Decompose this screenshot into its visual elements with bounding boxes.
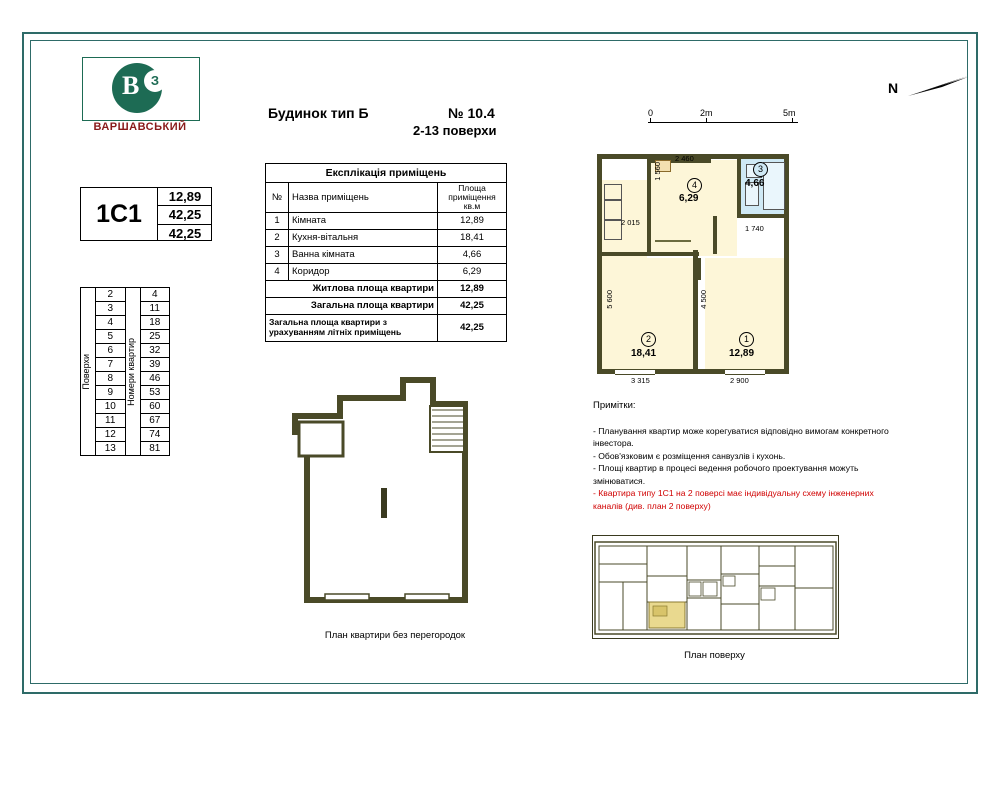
room-area: 18,41 [438,229,507,246]
wall-left [597,154,602,374]
summary-label: Житлова площа квартири [266,280,438,297]
window-1 [615,369,655,375]
room-marker-1: 1 [739,332,754,347]
table-row [266,229,507,246]
dim-bottom-left: 3 315 [631,376,650,385]
house-type-title: Будинок тип Б [268,105,369,121]
room-name: Кімната [289,212,438,229]
summary-row [266,280,507,297]
window-2 [725,369,765,375]
total-area-value: 42,25 [158,205,212,223]
scale-bar [648,108,808,130]
logo-name: ВАРШАВСЬКИЙ [93,121,187,133]
room-name: Кухня-вітальня [289,229,438,246]
scale-label-mid: 2m [700,108,713,118]
logo-letter: В [122,71,140,100]
floor-number: 8 [96,372,126,386]
floor-number: 5 [96,330,126,344]
wall-kitchen-right [647,159,651,254]
floor-number: 9 [96,386,126,400]
logo [82,57,198,135]
note-item: - Планування квартир може корегуватися відповідно вимогам конкретного інвестора. [593,426,889,449]
table-row [266,212,507,229]
apartment-number: 39 [140,358,170,372]
apartment-number: 53 [140,386,170,400]
room-area-1: 12,89 [729,348,755,359]
dim-top-small: 1 560 [653,162,662,181]
col-header-num: № [266,183,289,213]
apartment-number: 46 [140,372,170,386]
apartment-areas [157,188,212,240]
floor-plan [592,535,839,639]
floor-number: 12 [96,428,126,442]
apartment-number: 25 [140,330,170,344]
room-area-2: 18,41 [631,348,657,359]
apartments-col-header: Номери квартир [125,288,140,456]
floors-col-header: Поверхи [81,288,96,456]
dim-top-inner: 2 460 [675,154,694,163]
room-area-4: 6,29 [679,193,699,204]
room-area: 4,66 [438,246,507,263]
floor-number: 3 [96,302,126,316]
col-header-area: Площа приміщення кв.м [438,183,507,213]
col-header-name: Назва приміщень [289,183,438,213]
note-highlight: - Квартира типу 1С1 на 2 поверсі має індивідуальну схему інженерних каналів (див. план 2 поверху) [593,488,874,511]
room-num: 2 [266,229,289,246]
living-area-value: 12,89 [168,189,202,204]
room-name: Ванна кімната [289,246,438,263]
room-marker-3: 3 [753,162,768,177]
compass [880,68,975,108]
plan-without-partitions [285,370,500,615]
room-area: 6,29 [438,263,507,280]
house-number: № 10.4 [448,105,495,121]
wall-corridor-bottom [651,252,699,256]
wall-bath-bottom [737,214,789,218]
dim-bath-width: 1 740 [745,224,764,233]
table-row [266,263,507,280]
summary-row [266,314,507,341]
caption-plan-without-partitions: План квартири без перегородок [324,630,466,641]
note-item: - Обов'язковим є розміщення санвузлів і кухонь. [593,450,786,461]
apartment-code: 1С1 [96,199,142,228]
apartment-number: 18 [140,316,170,330]
summary-value: 42,25 [438,297,507,314]
notes-list [593,425,893,512]
compass-north-label: N [888,80,899,96]
dim-left-vertical: 5 600 [605,290,614,309]
summary-label: Загальна площа квартири з урахуванням літніх приміщень [266,314,438,341]
summary-row [266,297,507,314]
wall-kitchen-bottom [602,252,652,256]
room-name: Коридор [289,263,438,280]
apartment-number: 11 [140,302,170,316]
notes-title: Примітки: [593,400,636,411]
floor-number: 2 [96,288,126,302]
dim-mid-vertical: 4 500 [699,290,708,309]
summary-value: 42,25 [438,314,507,341]
dim-corridor-width: 2 015 [621,218,640,227]
floors-range: 2-13 поверхи [413,123,497,138]
table-row [266,246,507,263]
room-num: 1 [266,212,289,229]
summary-value: 12,89 [438,280,507,297]
floor-number: 7 [96,358,126,372]
scale-line [648,122,798,123]
floor-number: 6 [96,344,126,358]
apartment-number: 32 [140,344,170,358]
total-area-summer-value: 42,25 [158,224,212,242]
room-num: 4 [266,263,289,280]
caption-floor-plan: План поверху [684,650,745,661]
room-area: 12,89 [438,212,507,229]
summary-label: Загальна площа квартири [266,297,438,314]
dim-bottom-right: 2 900 [730,376,749,385]
apartment-number: 81 [140,442,170,456]
wall-corridor-right [713,216,717,254]
room-marker-4: 4 [687,178,702,193]
floor-number: 11 [96,414,126,428]
floor-plan-shape [593,536,838,638]
room-marker-2: 2 [641,332,656,347]
room-area-3: 4,66 [745,178,765,189]
room-num: 3 [266,246,289,263]
floor-number: 13 [96,442,126,456]
floor-number: 10 [96,400,126,414]
apartment-number: 4 [140,288,170,302]
apartment-code-box [80,187,212,241]
floors-table [80,287,170,456]
exploitation-table [265,163,507,342]
apartment-number: 74 [140,428,170,442]
floor-number: 4 [96,316,126,330]
apartment-plan [595,140,795,385]
plan-without-partitions-shape [285,370,500,615]
wall-bath-left [737,159,741,217]
scale-label-end: 5m [783,108,796,118]
note-item: - Площі квартир в процесі ведення робочого проектування можуть змінюватися. [593,463,859,486]
logo-badge: З [144,70,166,92]
apartment-number: 67 [140,414,170,428]
exploitation-title: Експлікація приміщень [266,164,507,183]
scale-label-0: 0 [648,108,654,118]
apartment-number: 60 [140,400,170,414]
